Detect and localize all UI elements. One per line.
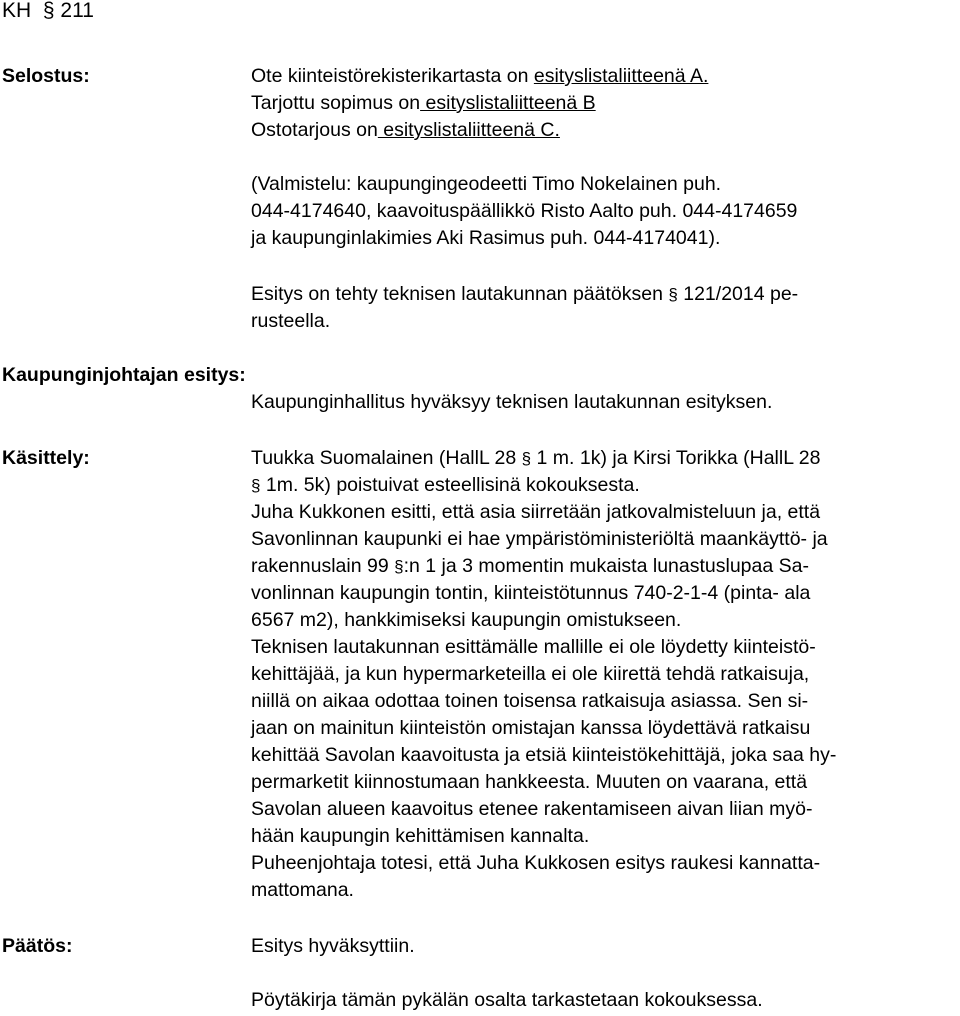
header-number: 211	[60, 0, 94, 22]
kasittely-text: 1 m. 1k) ja Kirsi Torikka (HallL 28	[531, 447, 821, 469]
basis-number: 121/2014 pe-	[677, 283, 799, 305]
kasittely-line-3: Juha Kukkonen esitti, että asia siirretään jatkovalmisteluun ja, että	[251, 501, 821, 523]
kasittely-body-line: Teknisen lautakunnan esittämälle mallille ei ole löydetty kiinteistö-	[251, 636, 816, 658]
kasittely-body-line: hään kaupungin kehittämisen kannalta.	[251, 825, 590, 847]
kasittely-label: Käsittely:	[2, 447, 90, 469]
selostus-line-3	[251, 117, 560, 143]
section-sign: §	[521, 449, 532, 468]
valmistelu-line: (Valmistelu: kaupungingeodeetti Timo Nokelainen puh.	[251, 173, 722, 195]
kasittely-body-line: permarketit kiinnostumaan hankkeesta. Muuten on vaarana, että	[251, 771, 808, 793]
header-kh: KH	[2, 0, 32, 22]
basis-line-2: rusteella.	[251, 310, 331, 332]
selostus-line-2	[251, 90, 596, 116]
section-sign: §	[394, 557, 404, 576]
kasittely-line-5	[251, 553, 809, 580]
paatos-note: Pöytäkirja tämän pykälän osalta tarkastetaan kokouksessa.	[251, 989, 763, 1011]
selostus-line-2-text: Tarjottu sopimus on	[251, 92, 421, 114]
paatos-text: Esitys hyväksyttiin.	[251, 935, 415, 957]
kasittely-body-line: Puheenjohtaja totesi, että Juha Kukkosen esitys raukesi kannatta-	[251, 852, 821, 874]
basis-text: Esitys on tehty teknisen lautakunnan päätöksen	[251, 283, 669, 305]
valmistelu-line: ja kaupunginlakimies Aki Rasimus puh. 044-4174041).	[251, 227, 721, 249]
kasittely-text: 1m. 5k) poistuivat esteellisinä kokouksesta.	[260, 474, 640, 496]
attachment-b-link[interactable]: esityslistaliitteenä B	[420, 92, 596, 114]
kasittely-body-line: niillä on aikaa odottaa toinen toisensa ratkaisuja asiassa. Sen si-	[251, 690, 809, 712]
attachment-a-link[interactable]: esityslistaliitteenä A.	[533, 65, 709, 87]
kasittely-line-1	[251, 445, 820, 472]
kasittely-text: Tuukka Suomalainen (HallL 28	[251, 447, 522, 469]
selostus-label: Selostus:	[2, 65, 90, 87]
section-sign: §	[668, 285, 678, 304]
esitys-text: Kaupunginhallitus hyväksyy teknisen lautakunnan esityksen.	[251, 391, 773, 413]
kasittely-body-line: vonlinnan kaupungin tontin, kiinteistötunnus 740-2-1-4 (pinta- ala	[251, 582, 811, 604]
kasittely-body-line: jaan on mainitun kiinteistön omistajan kanssa löydettävä ratkaisu	[251, 717, 811, 739]
kasittely-body-line: kehittää Savolan kaavoitusta ja etsiä kiinteistökehittäjä, joka saa hy-	[251, 744, 837, 766]
attachment-c-link[interactable]: esityslistaliitteenä C.	[377, 119, 560, 141]
kasittely-line-4: Savonlinnan kaupunki ei hae ympäristöministeriöltä maankäyttö- ja	[251, 528, 828, 550]
kasittely-text: :n 1 ja 3 momentin mukaista lunastuslupaa Sa-	[403, 555, 809, 577]
selostus-line-1	[251, 63, 708, 89]
section-sign: §	[42, 0, 55, 22]
page-header	[2, 0, 94, 24]
section-sign: §	[251, 476, 261, 495]
paatos-label: Päätös:	[2, 935, 73, 957]
kasittely-line-2	[251, 472, 640, 499]
selostus-line-1-text: Ote kiinteistörekisterikartasta on	[251, 65, 534, 87]
kasittely-body-line: Savolan alueen kaavoitus etenee rakentamiseen aivan liian myö-	[251, 798, 813, 820]
valmistelu-line: 044-4174640, kaavoituspäällikkö Risto Aalto puh. 044-4174659	[251, 200, 798, 222]
kasittely-body-line: mattomana.	[251, 879, 354, 901]
basis-line-1	[251, 281, 798, 308]
kasittely-body-line: kehittäjää, ja kun hypermarketeilla ei ole kiirettä tehdä ratkaisuja,	[251, 663, 810, 685]
kasittely-text: rakennuslain 99	[251, 555, 395, 577]
esitys-label: Kaupunginjohtajan esitys:	[2, 364, 246, 386]
selostus-line-3-text: Ostotarjous on	[251, 119, 378, 141]
kasittely-body-line: 6567 m2), hankkimiseksi kaupungin omistukseen.	[251, 609, 682, 631]
